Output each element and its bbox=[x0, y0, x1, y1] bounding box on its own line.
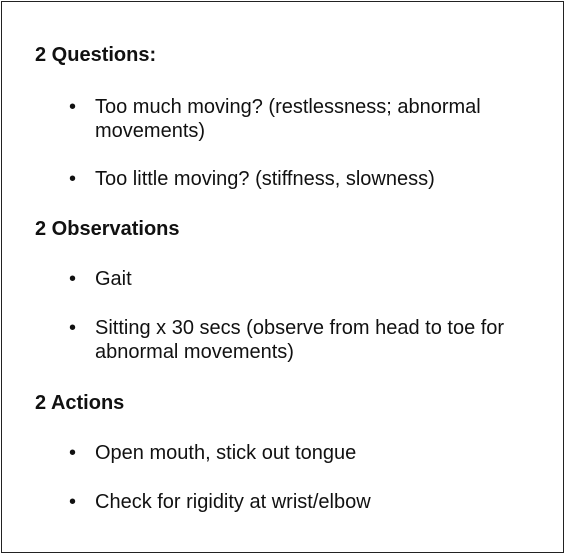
list-item-text: Open mouth, stick out tongue bbox=[95, 442, 357, 464]
list-item bbox=[35, 95, 543, 143]
list-item-text: Too little moving? (stiffness, slowness) bbox=[95, 168, 435, 190]
list-item-text: Sitting x 30 secs (observe from head to toe for abnormal movements) bbox=[95, 317, 505, 363]
section-heading: 2 Actions bbox=[35, 392, 125, 414]
list-item bbox=[35, 490, 543, 514]
section-heading: 2 Questions: bbox=[35, 44, 157, 66]
bullet-list bbox=[35, 95, 543, 191]
section-questions bbox=[35, 43, 543, 191]
bullet-icon: • bbox=[69, 168, 77, 190]
bullet-icon: • bbox=[69, 268, 77, 290]
bullet-icon: • bbox=[69, 317, 77, 339]
list-item bbox=[35, 167, 543, 191]
list-item bbox=[35, 316, 543, 364]
content-frame bbox=[1, 1, 564, 553]
section-heading: 2 Observations bbox=[35, 218, 180, 240]
bullet-icon: • bbox=[69, 491, 77, 513]
bullet-icon: • bbox=[69, 96, 77, 118]
list-item-text: Check for rigidity at wrist/elbow bbox=[95, 491, 371, 513]
bullet-list bbox=[35, 441, 543, 514]
section-observations bbox=[35, 217, 543, 364]
list-item-text: Gait bbox=[95, 268, 132, 290]
section-actions bbox=[35, 391, 543, 514]
list-item bbox=[35, 441, 543, 465]
list-item bbox=[35, 267, 543, 291]
list-item-text: Too much moving? (restlessness; abnormal movements) bbox=[95, 96, 481, 142]
bullet-icon: • bbox=[69, 442, 77, 464]
bullet-list bbox=[35, 267, 543, 364]
